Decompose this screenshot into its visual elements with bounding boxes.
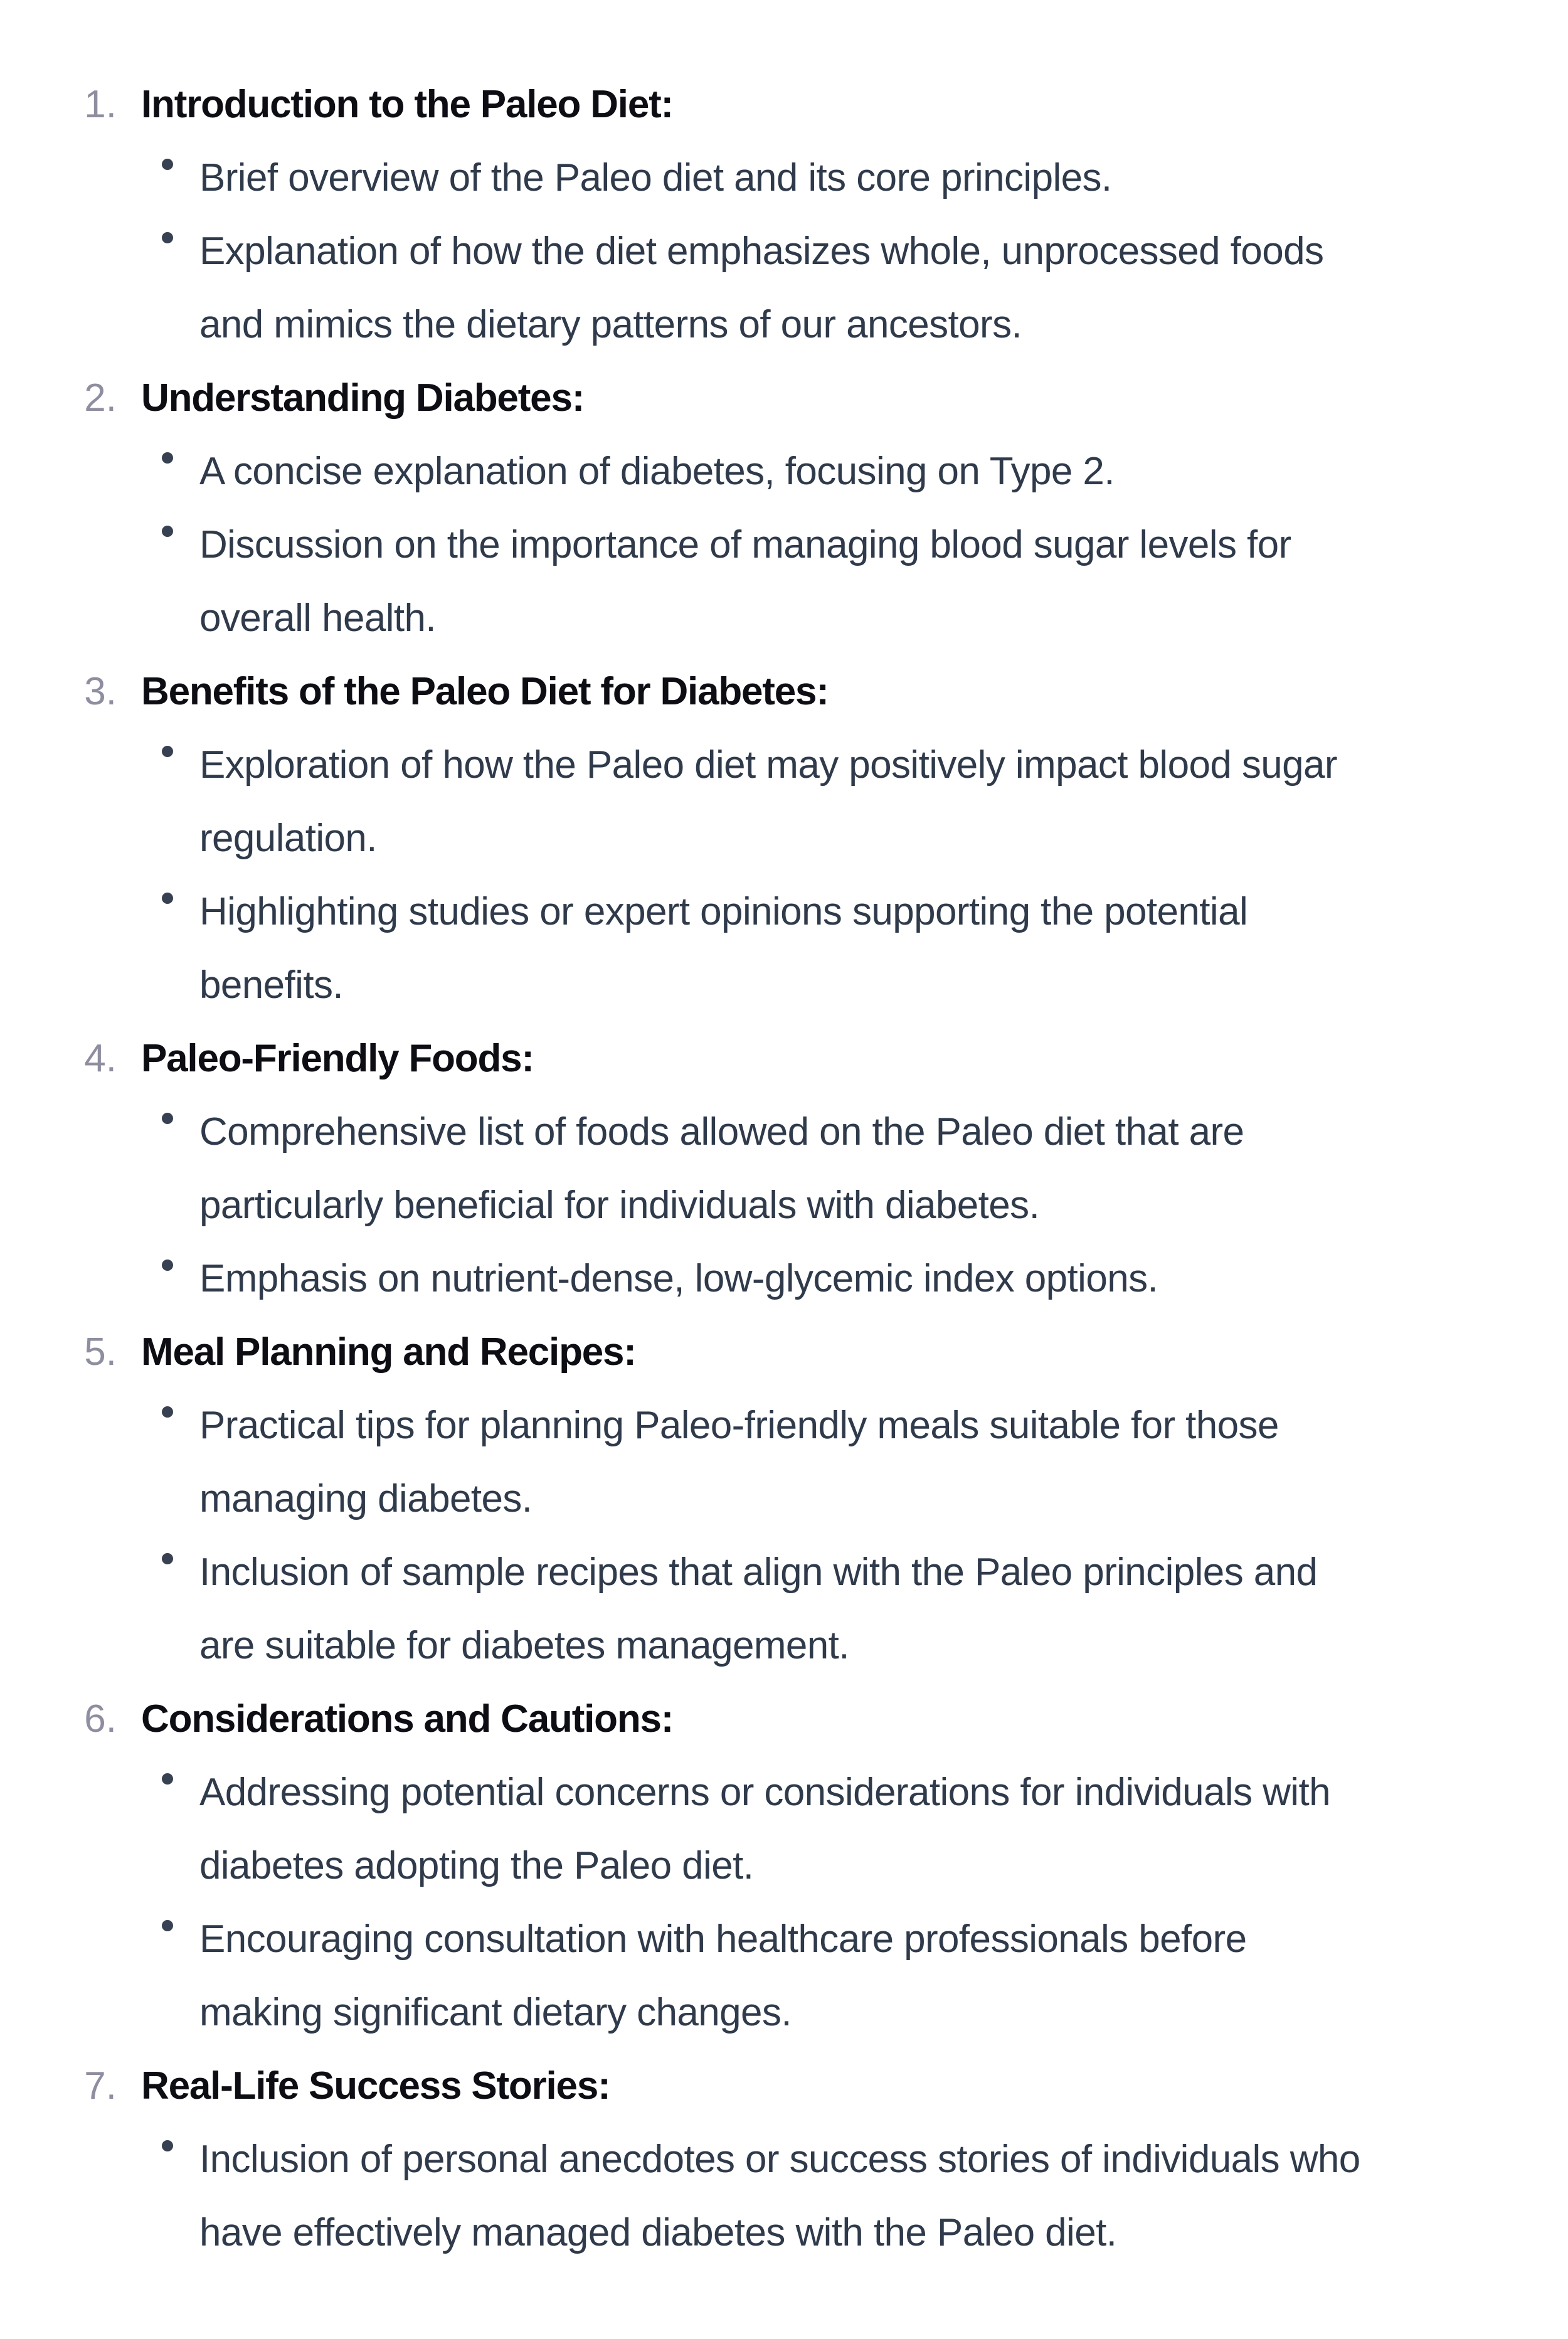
- bullet-text: Comprehensive list of foods allowed on the Paleo diet that are: [199, 1110, 1244, 1154]
- bullet-text: Addressing potential concerns or considerations for individuals with: [199, 1771, 1330, 1814]
- bullet-item: [0, 875, 1568, 948]
- section-heading: [0, 361, 1568, 435]
- bullet-text: and mimics the dietary patterns of our ancestors.: [199, 303, 1022, 346]
- section-title: Considerations and Cautions:: [141, 1697, 674, 1741]
- bullet-item: [0, 728, 1568, 802]
- section-number: 6.: [84, 1697, 117, 1741]
- bullet-text: Inclusion of sample recipes that align with the Paleo principles and: [199, 1551, 1318, 1594]
- bullet-text-continuation: [0, 802, 1568, 875]
- section-title: Paleo-Friendly Foods:: [141, 1037, 534, 1080]
- section-number: 2.: [84, 376, 117, 420]
- section-5: [0, 1315, 1568, 1682]
- bullet-text: have effectively managed diabetes with the Paleo diet.: [199, 2211, 1117, 2254]
- bullet-dot-icon: [162, 1113, 173, 1124]
- bullet-dot-icon: [162, 1553, 173, 1564]
- bullet-dot-icon: [162, 159, 173, 170]
- bullet-text-continuation: [0, 288, 1568, 361]
- bullet-text: particularly beneficial for individuals with diabetes.: [199, 1184, 1040, 1227]
- bullet-dot-icon: [162, 452, 173, 464]
- bullet-text: Inclusion of personal anecdotes or success stories of individuals who: [199, 2138, 1360, 2181]
- section-2: [0, 361, 1568, 655]
- bullet-text: making significant dietary changes.: [199, 1991, 792, 2034]
- bullet-item: [0, 1389, 1568, 1462]
- bullet-text-continuation: [0, 1829, 1568, 1902]
- bullet-text: Encouraging consultation with healthcare professionals before: [199, 1917, 1247, 1961]
- bullet-dot-icon: [162, 526, 173, 537]
- section-6: [0, 1682, 1568, 2049]
- bullet-item: [0, 141, 1568, 215]
- section-title: Benefits of the Paleo Diet for Diabetes:: [141, 670, 829, 713]
- bullet-text: Brief overview of the Paleo diet and its core principles.: [199, 156, 1112, 199]
- bullet-text: Practical tips for planning Paleo-friendly meals suitable for those: [199, 1404, 1279, 1447]
- section-heading: [0, 1315, 1568, 1389]
- section-title: Meal Planning and Recipes:: [141, 1330, 636, 1374]
- section-title: Real-Life Success Stories:: [141, 2064, 610, 2108]
- bullet-text-continuation: [0, 581, 1568, 655]
- bullet-text-continuation: [0, 1609, 1568, 1682]
- section-number: 5.: [84, 1330, 117, 1374]
- bullet-item: [0, 215, 1568, 288]
- section-title: Understanding Diabetes:: [141, 376, 585, 420]
- bullet-text: Explanation of how the diet emphasizes whole, unprocessed foods: [199, 230, 1324, 273]
- section-4: [0, 1022, 1568, 1315]
- bullet-item: [0, 435, 1568, 508]
- section-7: [0, 2049, 1568, 2269]
- bullet-dot-icon: [162, 2140, 173, 2151]
- section-title: Introduction to the Paleo Diet:: [141, 83, 673, 126]
- section-number: 3.: [84, 670, 117, 713]
- bullet-dot-icon: [162, 893, 173, 904]
- bullet-text: overall health.: [199, 597, 437, 640]
- section-heading: [0, 1022, 1568, 1095]
- section-heading: [0, 2049, 1568, 2123]
- bullet-item: [0, 1902, 1568, 1976]
- bullet-text-continuation: [0, 2196, 1568, 2269]
- section-number: 7.: [84, 2064, 117, 2108]
- bullet-dot-icon: [162, 1260, 173, 1271]
- bullet-dot-icon: [162, 1406, 173, 1418]
- section-number: 4.: [84, 1037, 117, 1080]
- bullet-text-continuation: [0, 948, 1568, 1022]
- bullet-dot-icon: [162, 1920, 173, 1931]
- bullet-item: [0, 2123, 1568, 2196]
- bullet-text-continuation: [0, 1462, 1568, 1535]
- bullet-text-continuation: [0, 1169, 1568, 1242]
- section-heading: [0, 655, 1568, 728]
- bullet-text: are suitable for diabetes management.: [199, 1624, 849, 1667]
- bullet-text: A concise explanation of diabetes, focusing on Type 2.: [199, 450, 1115, 493]
- bullet-item: [0, 1242, 1568, 1315]
- bullet-text: benefits.: [199, 963, 343, 1007]
- bullet-dot-icon: [162, 746, 173, 757]
- bullet-text: diabetes adopting the Paleo diet.: [199, 1844, 754, 1887]
- section-3: [0, 655, 1568, 1022]
- section-number: 1.: [84, 83, 117, 126]
- outline-document: [0, 68, 1568, 2269]
- bullet-item: [0, 1095, 1568, 1169]
- bullet-dot-icon: [162, 1773, 173, 1785]
- bullet-dot-icon: [162, 232, 173, 243]
- bullet-text-continuation: [0, 1976, 1568, 2049]
- bullet-text: regulation.: [199, 817, 377, 860]
- bullet-text: Discussion on the importance of managing blood sugar levels for: [199, 523, 1291, 566]
- bullet-item: [0, 508, 1568, 581]
- bullet-text: Emphasis on nutrient-dense, low-glycemic index options.: [199, 1257, 1158, 1300]
- bullet-item: [0, 1756, 1568, 1829]
- section-heading: [0, 68, 1568, 141]
- section-1: [0, 68, 1568, 361]
- bullet-text: Highlighting studies or expert opinions supporting the potential: [199, 890, 1248, 933]
- section-heading: [0, 1682, 1568, 1756]
- bullet-text: Exploration of how the Paleo diet may positively impact blood sugar: [199, 743, 1337, 787]
- bullet-text: managing diabetes.: [199, 1477, 532, 1520]
- bullet-item: [0, 1535, 1568, 1609]
